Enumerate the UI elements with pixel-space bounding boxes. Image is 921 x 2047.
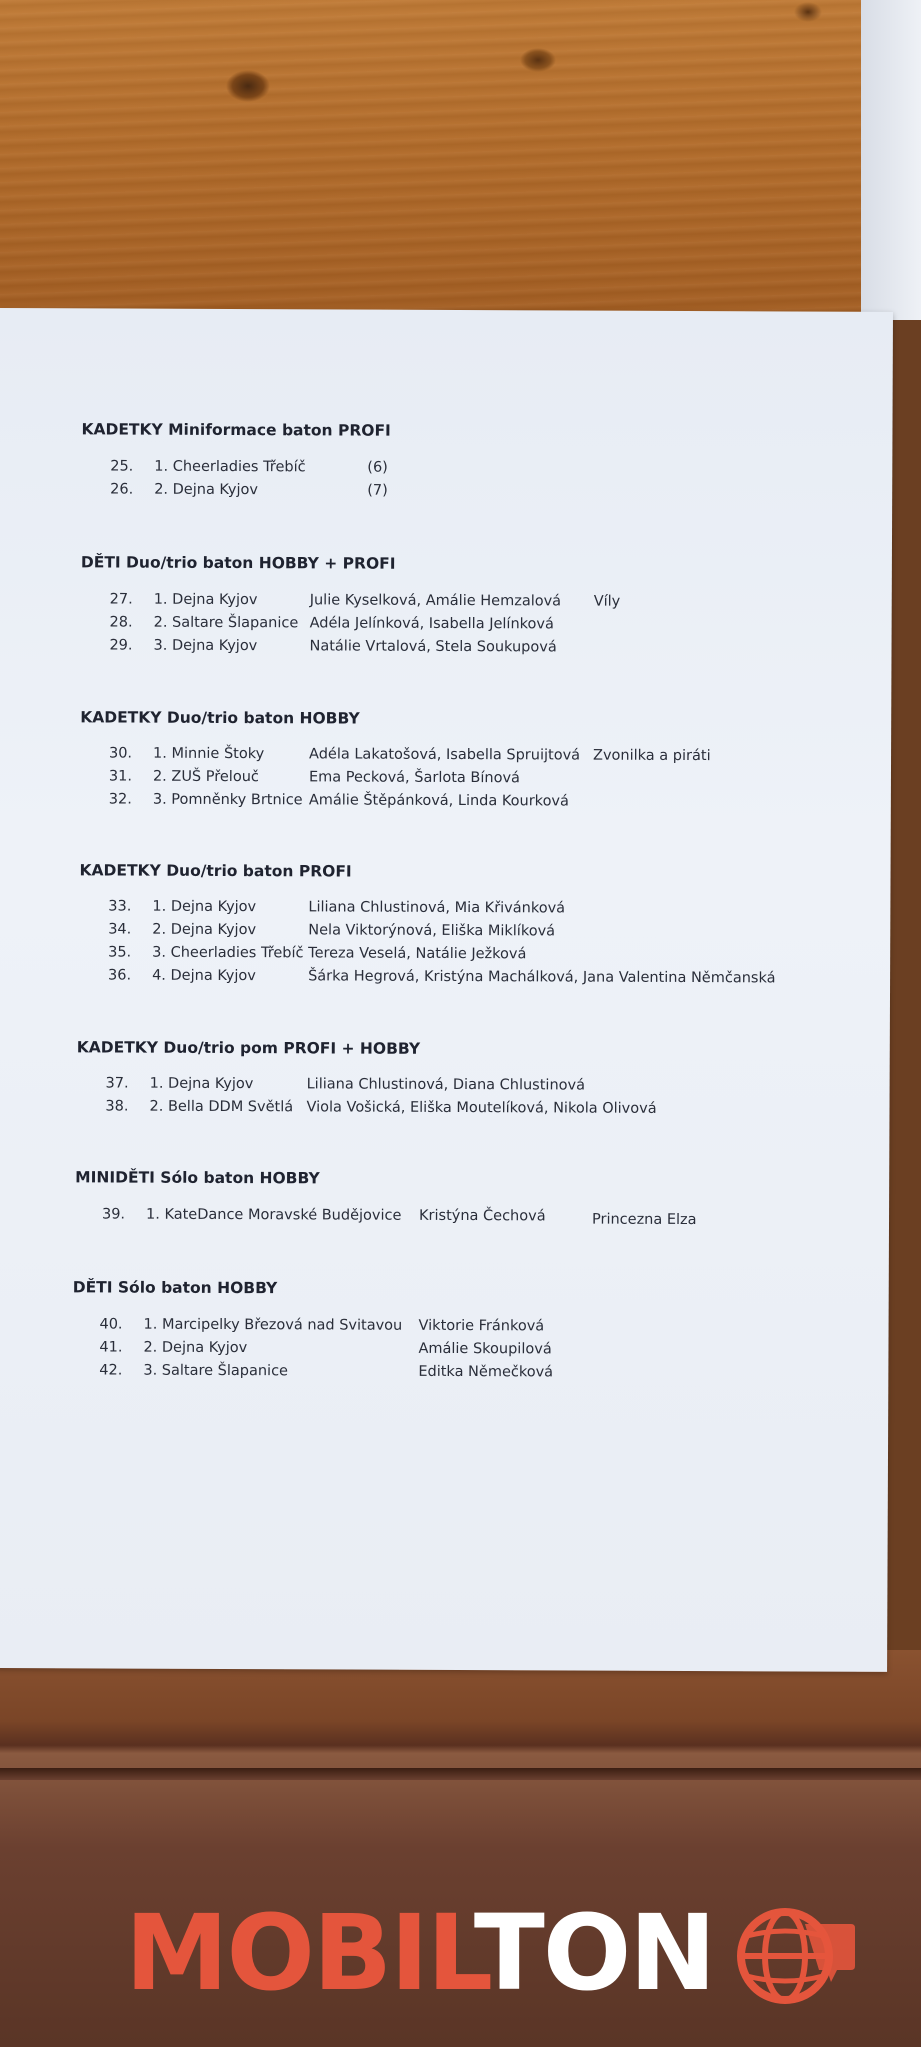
entry-number: 26. (110, 481, 134, 498)
entry-names: Šárka Hegrová, Kristýna Machálková, Jana Valentina Němčanská (308, 968, 776, 987)
watermark-part2: TON (473, 1892, 715, 2014)
entry-names: Amálie Štěpánková, Linda Kourková (308, 792, 569, 810)
entry-number: 35. (108, 944, 132, 961)
table-edge-shadow (0, 1768, 921, 1780)
entry-names: (6) (367, 459, 388, 476)
entry-number: 25. (110, 458, 134, 475)
entry-names: Viktorie Fránková (418, 1317, 545, 1335)
entry-note: Zvonilka a piráti (593, 747, 711, 765)
entry-placement: 2. Dejna Kyjov (143, 1339, 248, 1357)
entry-placement: 1. Marcipelky Březová nad Svitavou (143, 1316, 403, 1334)
wooden-table-top (0, 0, 921, 320)
entry-note: Víly (593, 593, 621, 610)
section-heading: KADETKY Duo/trio pom PROFI + HOBBY (76, 1038, 421, 1058)
entry-names: Amálie Skoupilová (418, 1340, 552, 1358)
entry-placement: 3. Pomněnky Brtnice (152, 791, 303, 809)
entry-number: 38. (105, 1098, 129, 1115)
entry-number: 34. (108, 921, 132, 938)
section-heading: MINIDĚTI Sólo baton HOBBY (75, 1168, 320, 1188)
watermark-part1: MOBIL (125, 1892, 474, 2014)
entry-number: 29. (109, 637, 133, 654)
entry-placement: 2. Bella DDM Světlá (149, 1098, 294, 1116)
mobilton-watermark (125, 1892, 905, 2014)
entry-number: 32. (108, 791, 132, 808)
entry-placement: 1. Dejna Kyjov (149, 1075, 254, 1093)
entry-number: 31. (108, 768, 132, 785)
entry-number: 30. (108, 745, 133, 762)
entry-placement: 2. Dejna Kyjov (154, 481, 259, 499)
entry-number: 33. (108, 898, 132, 915)
entry-names: Ema Pecková, Šarlota Bínová (308, 769, 520, 787)
entry-names: Natálie Vrtalová, Stela Soukupová (309, 638, 557, 656)
section-heading: KADETKY Duo/trio baton HOBBY (80, 708, 360, 728)
entry-placement: 1. Cheerladies Třebíč (154, 458, 306, 476)
entry-number: 40. (99, 1316, 123, 1333)
paper-edge (861, 0, 921, 320)
entry-names: Julie Kyselková, Amálie Hemzalová (309, 592, 562, 610)
entry-number: 36. (107, 967, 132, 984)
entry-placement: 1. Minnie Štoky (153, 745, 265, 763)
entry-placement: 2. ZUŠ Přelouč (152, 768, 259, 786)
entry-names: Nela Viktorýnová, Eliška Miklíková (308, 922, 556, 940)
results-sheet (0, 308, 893, 1672)
entry-names: Viola Vošická, Eliška Moutelíková, Nikola Olivová (306, 1099, 657, 1117)
entry-names: Liliana Chlustinová, Diana Chlustinová (306, 1076, 586, 1094)
globe-speech-bubble-icon (727, 1904, 857, 2008)
entry-placement: 2. Saltare Šlapanice (153, 614, 299, 632)
entry-note: Princezna Elza (591, 1211, 697, 1229)
entry-number: 27. (109, 591, 133, 608)
entry-placement: 1. KateDance Moravské Budějovice (146, 1206, 402, 1224)
entry-number: 41. (99, 1339, 123, 1356)
entry-placement: 2. Dejna Kyjov (152, 921, 257, 939)
entry-number: 28. (109, 614, 133, 631)
section-heading: DĚTI Duo/trio baton HOBBY + PROFI (80, 553, 396, 573)
entry-placement: 1. Dejna Kyjov (153, 591, 258, 609)
section-heading: DĚTI Sólo baton HOBBY (72, 1278, 278, 1298)
entry-names: Adéla Jelínková, Isabella Jelínková (309, 615, 554, 633)
entry-number: 39. (101, 1206, 126, 1223)
entry-placement: 3. Saltare Šlapanice (143, 1362, 289, 1380)
entry-placement: 3. Dejna Kyjov (153, 637, 258, 655)
entry-placement: 4. Dejna Kyjov (152, 967, 256, 985)
watermark-text (125, 1892, 715, 2014)
entry-placement: 1. Dejna Kyjov (152, 898, 257, 916)
section-heading: KADETKY Duo/trio baton PROFI (79, 861, 352, 881)
entry-placement: 3. Cheerladies Třebíč (152, 944, 304, 962)
section-heading: KADETKY Miniformace baton PROFI (81, 420, 391, 440)
entry-names: Liliana Chlustinová, Mia Křivánková (308, 899, 566, 917)
entry-names: Tereza Veselá, Natálie Ježková (308, 945, 527, 963)
entry-names: Kristýna Čechová (419, 1207, 546, 1225)
entry-names: Adéla Lakatošová, Isabella Spruijtová (309, 746, 581, 764)
entry-names: Editka Němečková (418, 1363, 554, 1381)
entry-number: 37. (105, 1075, 129, 1092)
entry-names: (7) (367, 482, 388, 499)
entry-number: 42. (99, 1362, 123, 1379)
